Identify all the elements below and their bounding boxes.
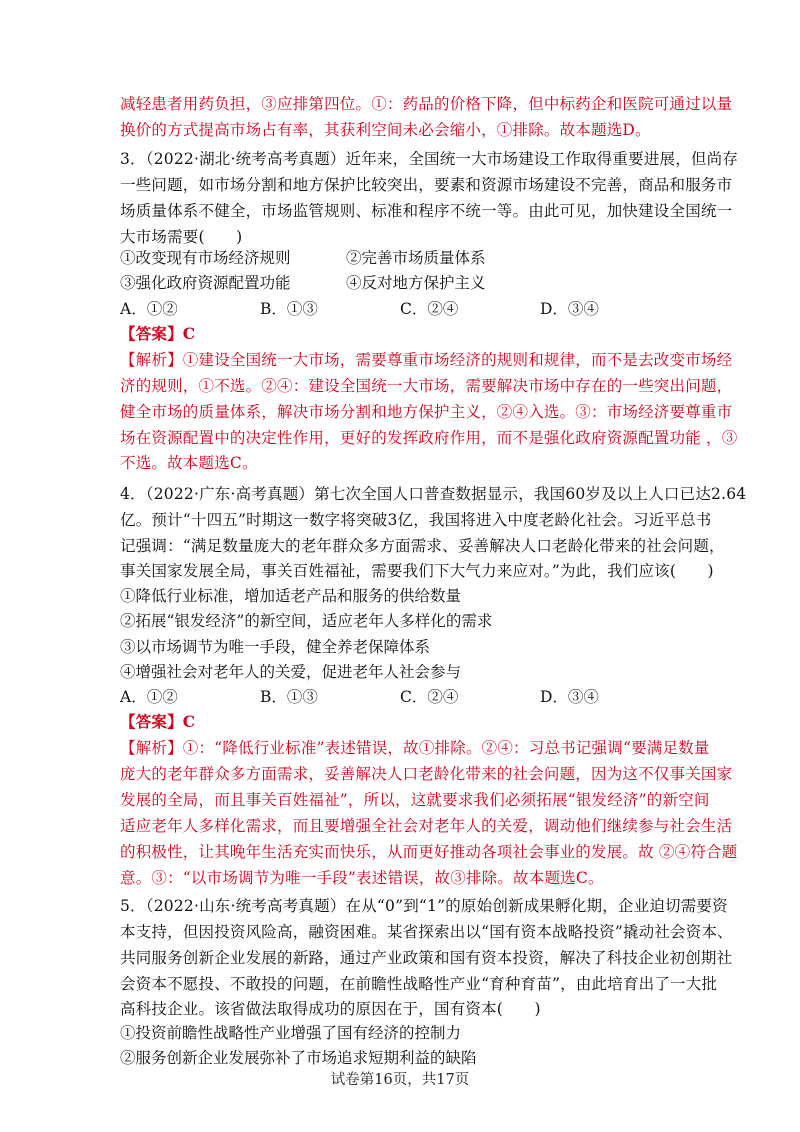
q3-analysis-line-4: 场在资源配置中的决定性作用，更好的发挥政府作用，而不是强化政府资源配置功能 ，③ [120, 429, 738, 447]
q3-stem-line-1: 3．（2022·湖北·统考高考真题）近年来，全国统一大市场建设工作取得重要进展，但尚存 [120, 150, 739, 168]
q3-analysis-line-3: 健全市场的质量体系，解决市场分割和地方保护主义，②④入选。③：市场经济要尊重市 [120, 403, 733, 421]
q4-stem-line-4: 事关国家发展全局，事关百姓福祉，需要我们下大气力来应对。”为此，我们应该( ) [120, 562, 714, 580]
q3-item-4: ④反对地方保护主义 [346, 274, 486, 292]
q5-stem-line-5: 高科技企业。该省做法取得成功的原因在于，国有资本( ) [120, 1000, 541, 1018]
q4-item-1: ①降低行业标准，增加适老产品和服务的供给数量 [120, 587, 462, 605]
q4-item-4: ④增强社会对老年人的关爱，促进老年人社会参与 [120, 663, 462, 681]
q3-item-1: ①改变现有市场经济规则 [120, 249, 291, 267]
q4-stem-line-2: 亿。预计“十四五”时期这一数字将突破3亿，我国将进入中度老龄化社会。习近平总书 [120, 511, 712, 529]
q4-analysis-line-1: 【解析】①：“降低行业标准”表述错误，故①排除。②④：习总书记强调“要满足数量 [120, 739, 710, 757]
q3-answer: 【答案】C [120, 324, 196, 343]
q4-answer: 【答案】C [120, 712, 196, 731]
q3-option-b: B．①③ [260, 300, 318, 318]
page-footer: 试卷第16页，共17页 [330, 1072, 470, 1088]
q4-analysis-line-2: 庞大的老年群众多方面需求，妥善解决人口老龄化带来的社会问题，因为这不仅事关国家 [120, 765, 733, 783]
q4-analysis-line-3: 发展的全局，而且事关百姓福祉”，所以，这就要求我们必须拓展“银发经济”的新空间 [120, 791, 710, 809]
q4-item-3: ③以市场调节为唯一手段，健全养老保障体系 [120, 638, 431, 656]
q3-option-d: D．③④ [540, 300, 599, 318]
q3-stem-line-2: 一些问题，如市场分割和地方保护比较突出，要素和资源市场建设不完善，商品和服务市 [120, 176, 733, 194]
q3-stem-line-4: 大市场需要( ) [120, 228, 243, 246]
q3-option-c: C．②④ [400, 300, 459, 318]
q5-stem-line-3: 共同服务创新企业发展的新路，通过产业政策和国有资本投资，解决了科技企业初创期社 [120, 949, 733, 967]
q3-analysis-line-5: 不选。故本题选C。 [120, 454, 258, 472]
q3-item-3: ③强化政府资源配置功能 [120, 274, 291, 292]
q4-option-b: B．①③ [260, 688, 318, 706]
q4-analysis-line-5: 的积极性，让其晚年生活充实而快乐，从而更好推动各项社会事业的发展。故 ②④符合题 [120, 843, 738, 861]
q4-item-2: ②拓展“银发经济”的新空间，适应老年人多样化的需求 [120, 612, 493, 630]
q3-option-a: A．①② [120, 300, 178, 318]
q5-stem-line-1: 5．（2022·山东·统考高考真题）在从“0”到“1”的原始创新成果孵化期，企业迫切需要资 [120, 897, 728, 915]
q5-item-1: ①投资前瞻性战略性产业增强了国有经济的控制力 [120, 1024, 462, 1042]
q4-option-c: C．②④ [400, 688, 459, 706]
q3-analysis-line-1: 【解析】①建设全国统一大市场，需要尊重市场经济的规则和规律，而不是去改变市场经 [120, 351, 733, 369]
q4-option-d: D．③④ [540, 688, 599, 706]
q3-stem-line-3: 场质量体系不健全，市场监管规则、标准和程序不统一等。由此可见，加快建设全国统一 [120, 202, 733, 220]
q4-analysis-line-6: 意。③：“以市场调节为唯一手段”表述错误，故③排除。故本题选C。 [120, 869, 604, 887]
q3-analysis-line-2: 济的规则，①不选。②④：建设全国统一大市场，需要解决市场中存在的一些突出问题， [120, 377, 733, 395]
q4-stem-line-1: 4．（2022·广东·高考真题）第七次全国人口普查数据显示，我国60岁及以上人口已达2.64 [120, 485, 747, 503]
q5-stem-line-4: 会资本不愿投、不敢投的问题，在前瞻性战略性产业“育种育苗”，由此培育出了一大批 [120, 975, 718, 993]
q4-option-a: A．①② [120, 688, 178, 706]
top-analysis-line-1: 减轻患者用药负担，③应排第四位。①：药品的价格下降，但中标药企和医院可通过以量 [120, 95, 733, 113]
q4-stem-line-3: 记强调：“满足数量庞大的老年群众多方面需求、妥善解决人口老龄化带来的社会问题， [120, 537, 725, 555]
q3-item-2: ②完善市场质量体系 [346, 249, 486, 267]
q5-stem-line-2: 本支持，但因投资风险高，融资困难。某省探索出以“国有资本战略投资”撬动社会资本、 [120, 923, 733, 941]
q5-item-2: ②服务创新企业发展弥补了市场追求短期利益的缺陷 [120, 1049, 477, 1067]
top-analysis-line-2: 换价的方式提高市场占有率，其获利空间未必会缩小，①排除。故本题选D。 [120, 121, 651, 139]
q4-analysis-line-4: 适应老年人多样化需求，而且要增强全社会对老年人的关爱，调动他们继续参与社会生活 [120, 817, 733, 835]
